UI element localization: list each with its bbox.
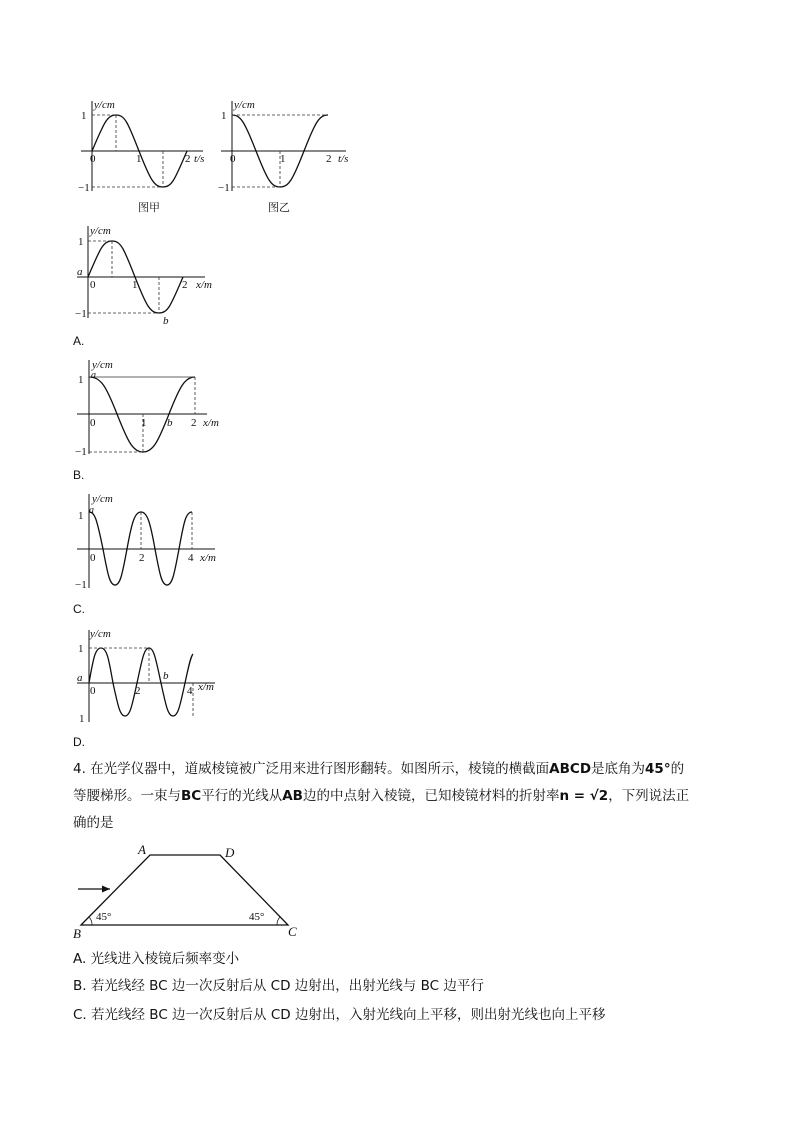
x-tick-2: 2 xyxy=(191,417,197,429)
point-b-label: b xyxy=(167,417,173,429)
y-axis-label: y/cm xyxy=(92,493,113,505)
question-4-line-3: 确的是 xyxy=(73,815,114,831)
q4-text: 等腰梯形。一束与 xyxy=(73,788,181,804)
x-axis-label: x/m xyxy=(203,417,219,429)
origin-label: 0 xyxy=(230,153,236,165)
option-c-label: C. xyxy=(73,602,85,616)
q4-refractive-index: n = √2 xyxy=(559,788,609,804)
q4-angle: 45° xyxy=(645,761,671,777)
option-a-label: A. xyxy=(73,334,85,348)
x-axis-label: x/m xyxy=(198,681,214,693)
y-min-label: −1 xyxy=(75,579,87,591)
point-a-label: a xyxy=(89,505,94,516)
x-tick-1: 1 xyxy=(136,153,142,165)
angle-b-label: 45° xyxy=(96,911,112,923)
q4-text: 是底角为 xyxy=(591,761,646,777)
point-b-label: b xyxy=(163,315,169,327)
x-axis-label: t/s xyxy=(338,153,349,165)
q4-text: ，下列说法正 xyxy=(608,788,690,804)
option-c-figure xyxy=(75,490,235,595)
x-axis-label: x/m xyxy=(200,552,216,564)
point-b-label: b xyxy=(163,670,169,682)
y-max-label: 1 xyxy=(78,374,84,386)
prism-figure xyxy=(70,840,310,940)
q4-text: 边的中点射入棱镜，已知棱镜材料的折射率 xyxy=(302,788,560,804)
option-b-figure xyxy=(75,356,235,459)
y-axis-label: y/cm xyxy=(90,225,111,237)
x-tick-2: 4 xyxy=(188,552,194,564)
x-axis-label: t/s xyxy=(194,153,205,165)
q4-bc: BC xyxy=(181,788,202,804)
origin-label: 0 xyxy=(90,685,96,697)
origin-label: 0 xyxy=(90,417,96,429)
question-4-line-2 xyxy=(73,783,733,810)
y-axis-label: y/cm xyxy=(94,99,115,111)
x-axis-label: x/m xyxy=(196,279,212,291)
q4-text: 4. 在光学仪器中，道威棱镜被广泛用来进行图形翻转。如图所示，棱镜的横截面 xyxy=(73,761,550,777)
origin-label: 0 xyxy=(90,279,96,291)
y-axis-label: y/cm xyxy=(90,628,111,640)
origin-label: 0 xyxy=(90,153,96,165)
y-axis-label: y/cm xyxy=(234,99,255,111)
y-min-label: −1 xyxy=(218,182,230,194)
choice-a: A. 光线进入棱镜后频率变小 xyxy=(73,951,240,967)
q4-text: 的 xyxy=(670,761,685,777)
figure-yi xyxy=(218,95,363,220)
y-min-label: 1 xyxy=(79,713,85,725)
x-tick-2: 2 xyxy=(326,153,332,165)
figure-jia xyxy=(78,95,213,220)
x-tick-1: 1 xyxy=(141,417,147,429)
x-tick-1: 2 xyxy=(135,685,141,697)
question-4-stem xyxy=(73,756,733,837)
option-d-label: D. xyxy=(73,735,85,749)
y-max-label: 1 xyxy=(78,643,84,655)
y-axis-label: y/cm xyxy=(92,359,113,371)
q4-text: 平行的光线从 xyxy=(201,788,283,804)
vertex-b-label: B xyxy=(73,926,81,940)
origin-label: 0 xyxy=(90,552,96,564)
option-b-label: B. xyxy=(73,468,85,482)
x-tick-1: 2 xyxy=(139,552,145,564)
x-tick-1: 1 xyxy=(132,279,138,291)
x-tick-2: 2 xyxy=(185,153,191,165)
choice-b: B. 若光线经 BC 边一次反射后从 CD 边射出，出射光线与 BC 边平行 xyxy=(73,978,484,994)
y-max-label: 1 xyxy=(78,236,84,248)
y-min-label: −1 xyxy=(75,446,87,458)
question-4-line-1 xyxy=(73,756,733,783)
figure-caption: 图乙 xyxy=(268,202,290,214)
q4-ab: AB xyxy=(282,788,303,804)
x-tick-1: 1 xyxy=(280,153,286,165)
y-max-label: 1 xyxy=(221,110,227,122)
vertex-d-label: D xyxy=(225,845,235,860)
y-max-label: 1 xyxy=(81,110,87,122)
q4-abcd: ABCD xyxy=(549,761,592,777)
y-min-label: −1 xyxy=(78,182,90,194)
option-d-figure xyxy=(75,624,235,729)
y-min-label: −1 xyxy=(75,308,87,320)
point-a-label: a xyxy=(91,370,96,381)
y-max-label: 1 xyxy=(78,510,84,522)
point-a-label: a xyxy=(77,672,83,684)
vertex-c-label: C xyxy=(288,924,297,939)
vertex-a-label: A xyxy=(138,842,146,857)
x-tick-2: 2 xyxy=(182,279,188,291)
angle-c-label: 45° xyxy=(249,911,265,923)
point-a-label: a xyxy=(77,266,83,278)
figure-caption: 图甲 xyxy=(138,202,160,214)
x-tick-2: 4 xyxy=(187,685,193,697)
choice-c: C. 若光线经 BC 边一次反射后从 CD 边射出，入射光线向上平移，则出射光线也向上平移 xyxy=(73,1007,606,1023)
option-a-figure xyxy=(75,222,235,327)
